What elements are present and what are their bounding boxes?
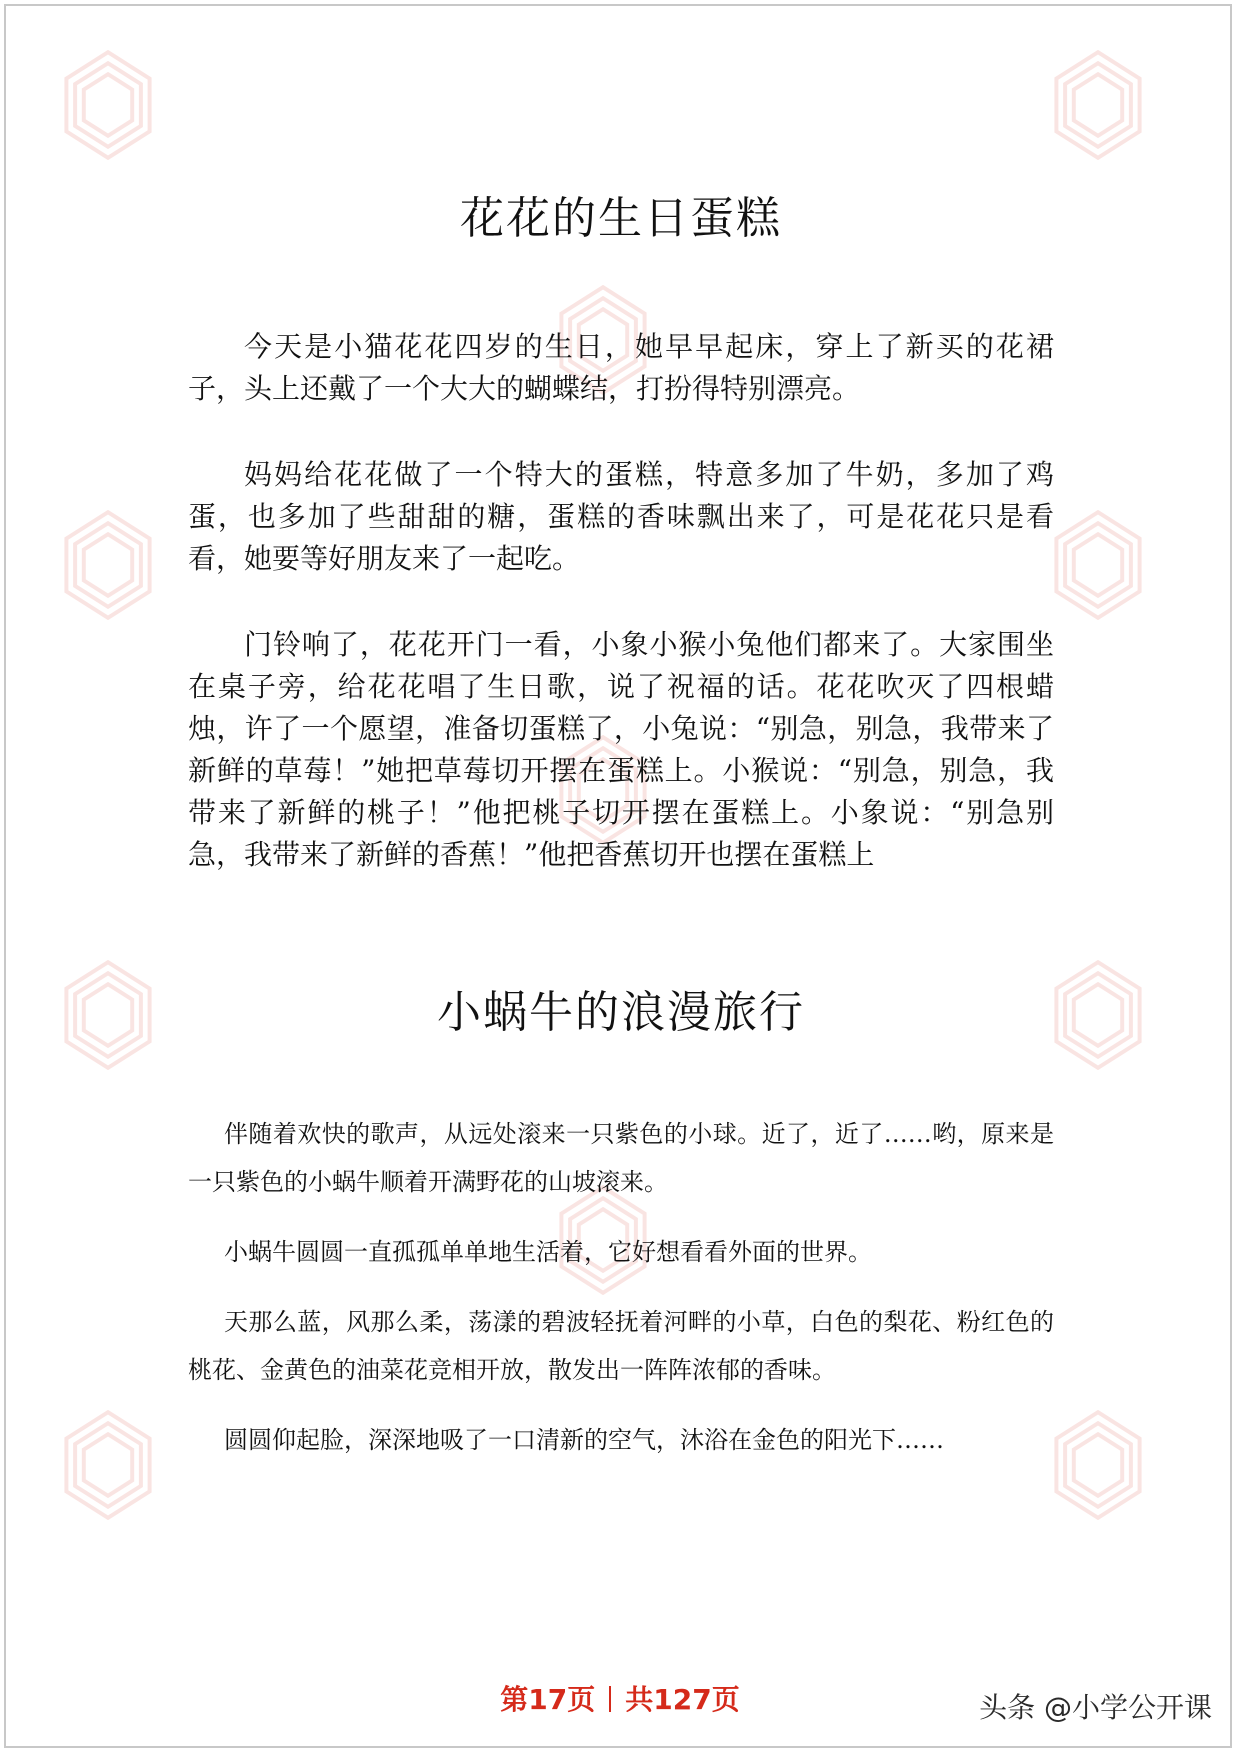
story-paragraph: 天那么蓝，风那么柔，荡漾的碧波轻抚着河畔的小草，白色的梨花、粉红色的桃花、金黄色的油菜花竞相开放，散发出一阵阵浓郁的香味。 xyxy=(188,1308,1054,1384)
watermark-logo-icon xyxy=(1050,1410,1146,1520)
watermark-logo-icon xyxy=(1050,50,1146,160)
total-pages: 共127页 xyxy=(625,1683,740,1716)
current-page: 第17页 xyxy=(500,1683,596,1716)
watermark-logo-icon xyxy=(60,960,156,1070)
story-title: 小蜗牛的浪漫旅行 xyxy=(437,987,805,1038)
page-divider xyxy=(609,1686,611,1712)
watermark-logo-icon xyxy=(60,510,156,620)
story-paragraph: 今天是小猫花花四岁的生日，她早早起床，穿上了新买的花裙子，头上还戴了一个大大的蝴蝶结，打扮得特别漂亮。 xyxy=(188,330,1054,405)
story-paragraph: 小蜗牛圆圆一直孤孤单单地生活着，它好想看看外面的世界。 xyxy=(224,1238,872,1266)
story-paragraph: 门铃响了，花花开门一看，小象小猴小兔他们都来了。大家围坐在桌子旁，给花花唱了生日歌，说了祝福的话。花花吹灭了四根蜡烛，许了一个愿望，准备切蛋糕了，小兔说：“别急，别急，我带来了新鲜的草莓！”她把草莓切开摆在蛋糕上。小猴说：“别急，别急，我带来了新鲜的桃子！”他把桃子切开摆在蛋糕上。小象说：“别急别急，我带来了新鲜的香蕉！”他把香蕉切开也摆在蛋糕上 xyxy=(188,628,1054,871)
watermark-logo-icon xyxy=(60,1410,156,1520)
story-title: 花花的生日蛋糕 xyxy=(460,193,782,244)
watermark-text: 头条 @小学公开课 xyxy=(979,1691,1212,1724)
story-paragraph: 妈妈给花花做了一个特大的蛋糕，特意多加了牛奶，多加了鸡蛋，也多加了些甜甜的糖，蛋糕的香味飘出来了，可是花花只是看看，她要等好朋友来了一起吃。 xyxy=(188,458,1054,575)
story-paragraph: 圆圆仰起脸，深深地吸了一口清新的空气，沐浴在金色的阳光下…… xyxy=(224,1426,944,1454)
story-paragraph: 伴随着欢快的歌声，从远处滚来一只紫色的小球。近了，近了……哟，原来是一只紫色的小蜗牛顺着开满野花的山坡滚来。 xyxy=(188,1120,1054,1196)
watermark-logo-icon xyxy=(1050,960,1146,1070)
watermark-logo-icon xyxy=(1050,510,1146,620)
story-2 xyxy=(188,976,1054,1486)
watermark-logo-icon xyxy=(60,50,156,160)
story-1 xyxy=(188,182,1054,920)
